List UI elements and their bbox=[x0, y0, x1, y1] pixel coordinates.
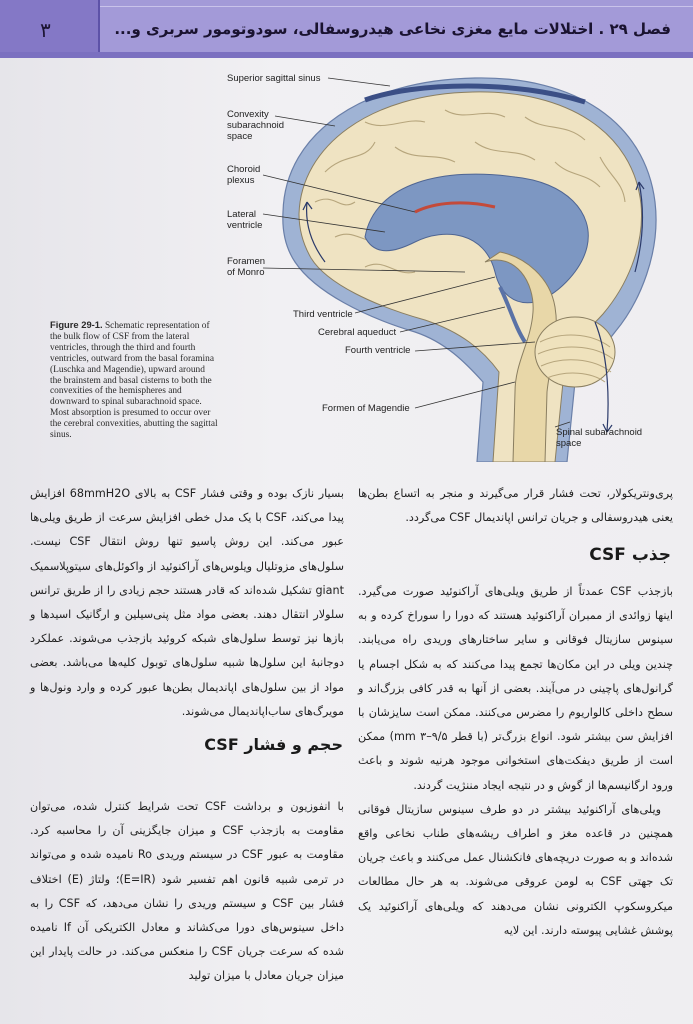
page-number: ۳ bbox=[40, 18, 51, 42]
label-spinal-1: Spinal subarachnoid bbox=[556, 427, 643, 438]
csf-flow-illustration bbox=[215, 62, 685, 462]
chapter-header bbox=[0, 0, 693, 58]
caption-text: Schematic representation of the bulk flow of CSF from the lateral ventricles, through the third and fourth ventricles, outward from the basal foramina (Luschka and Magendie), upward around the brainstem and basal cisterns to both the convexities of the hemispheres and downward to spinal subarachnoid space. Most absorption is presumed to occur over the cerebral convexities, abutting the sagittal sinus. bbox=[50, 321, 218, 441]
heading-csf-volume-pressure: حجم و فشار CSF bbox=[204, 735, 343, 754]
cerebellum bbox=[535, 317, 615, 387]
header-rule bbox=[100, 6, 693, 7]
label-third-ventricle: Third ventricle bbox=[293, 309, 353, 320]
left-paragraph-2: با انفوزیون و برداشت CSF تحت شرایط کنترل شده، می‌توان مقاومت به بازجذب CSF و میزان جایگزینی آن را محاسبه کرد. مقاومت به عبور CSF در سیستم وریدی Ro نامیده شده و می‌تواند در ترمی شبیه قانون اهم تفسیر شود (E=IR)؛ ولتاژ (E) اختلاف فشار بین CSF و سیستم وریدی را نشان می‌دهد، که CSF را به داخل سینوس‌های دورا می‌کشاند و معادل الکتریکی آن If نامیده شده که سرعت جریان CSF را منعکس می‌کند. در حالت پایدار این میزان جریان معادل با میزان تولید bbox=[30, 800, 345, 983]
left-paragraph-1: بسیار نازک بوده و وقتی فشار CSF به بالای 68mmH2O افزایش پیدا می‌کند، CSF با یک مدل خطی افزایش سرعت از طریق ویلی‌ها عبور می‌کند. این روش پاسیو تنها روش انتقال CSF نیست. سلول‌های مزوتلیال ویلوس‌های آراکنوئید از واکوئل‌های سیتوپلاسمیک giant تشکیل شده‌اند که قادر هستند حجم زیادی را از طریق ترانس سلولار انتقال دهند. بعضی مواد مثل پنی‌سیلین و ارگانیک اسیدها و بازها نیز توسط سلول‌های شبکه کروئید بازجذب می‌شوند. عملکرد دوجانبهٔ این سلول‌ها شبیه سلول‌های توبول کلیه‌ها می‌باشد. بعضی مواد از بین سلول‌های اپاندیمال بطن‌ها عبور کرده و وارد ونول‌ها و مویرگ‌های ساب‌اپاندیمال می‌شوند. bbox=[30, 487, 344, 718]
label-convexity-1: Convexity bbox=[227, 109, 269, 120]
label-spinal-2: space bbox=[556, 438, 582, 449]
left-column-body-2 bbox=[30, 795, 344, 989]
label-lateral-1: Lateral bbox=[227, 209, 257, 220]
right-column-intro bbox=[358, 482, 673, 530]
label-superior-sagittal-sinus: Superior sagittal sinus bbox=[227, 73, 321, 84]
right-paragraph-2: ویلی‌های آراکنوئید بیشتر در دو طرف سینوس سازیتال فوقانی همچنین در قاعده مغز و اطراف ریشه‌های طناب نخاعی واقع شده‌اند و به صورت دریچه‌های فانکشنال عمل می‌کنند و باعث جریان تک جهتی CSF به لومن عروقی می‌شوند. به هر حال مطالعات میکروسکوپ الکترونی نشان می‌دهند که ویلی‌های آراکنوئید یک پوشش غشایی پیوسته دارند. این لایه bbox=[358, 802, 673, 937]
chapter-title: فصل ۲۹ . اختلالات مایع مغزی نخاعی هیدروسفالی، سودوتومور سربری و... bbox=[114, 20, 671, 38]
label-foramen-monro-1: Foramen bbox=[227, 256, 266, 267]
left-column-body bbox=[30, 482, 344, 724]
label-convexity-2: subarachnoid bbox=[227, 120, 285, 131]
right-intro-paragraph: پری‌ونتریکولار، تحت فشار قرار می‌گیرند و منجر به اتساع بطن‌ها یعنی هیدروسفالی و جریان ترانس اپاندیمال CSF می‌گردد. bbox=[358, 487, 673, 525]
page-number-box bbox=[0, 0, 100, 58]
label-cerebral-aqueduct: Cerebral aqueduct bbox=[318, 327, 397, 338]
label-fourth-ventricle: Fourth ventricle bbox=[345, 345, 411, 356]
figure-caption bbox=[50, 320, 218, 441]
label-choroid-2: plexus bbox=[227, 175, 255, 186]
right-paragraph-1: بازجذب CSF عمدتاً از طریق ویلی‌های آراکنوئید صورت می‌گیرد. اینها زوائدی از ممبران آراکنوئید هستند که دورا را سوراخ کرده و به سینوس سازیتال فوقانی و سایر ساختارهای وریدی راه می‌یابند. چندین ویلی در این مکان‌ها تجمع پیدا می‌کنند که به شکل اجسام یا گرانول‌های پاچینی در می‌آیند. بعضی از آنها به قدر کافی بزرگ‌اند و سطح داخلی کالواریوم را مضرس می‌کنند. ممکن است سایزشان با افزایش سن بیشتر شود. انواع بزرگ‌تر (با قطر ۹/۵–۳ mm) ممکن است از طریق دیفکت‌های استخوانی موجود هرنیه شوند و باعث ورود ارگانیسم‌ها از گوش و در نتیجه ایجاد مننژیت گردند. bbox=[358, 585, 674, 792]
header-stripe bbox=[0, 52, 693, 58]
label-foramen-monro-2: of Monro bbox=[227, 267, 265, 278]
label-choroid-1: Choroid bbox=[227, 164, 261, 175]
label-convexity-3: space bbox=[227, 131, 253, 142]
caption-lead: Figure 29-1. bbox=[50, 319, 103, 330]
label-lateral-2: ventricle bbox=[227, 220, 263, 231]
heading-csf-absorption: جذب CSF bbox=[589, 545, 671, 565]
right-column-body bbox=[358, 580, 673, 943]
label-foramen-magendie: Formen of Magendie bbox=[322, 403, 410, 414]
